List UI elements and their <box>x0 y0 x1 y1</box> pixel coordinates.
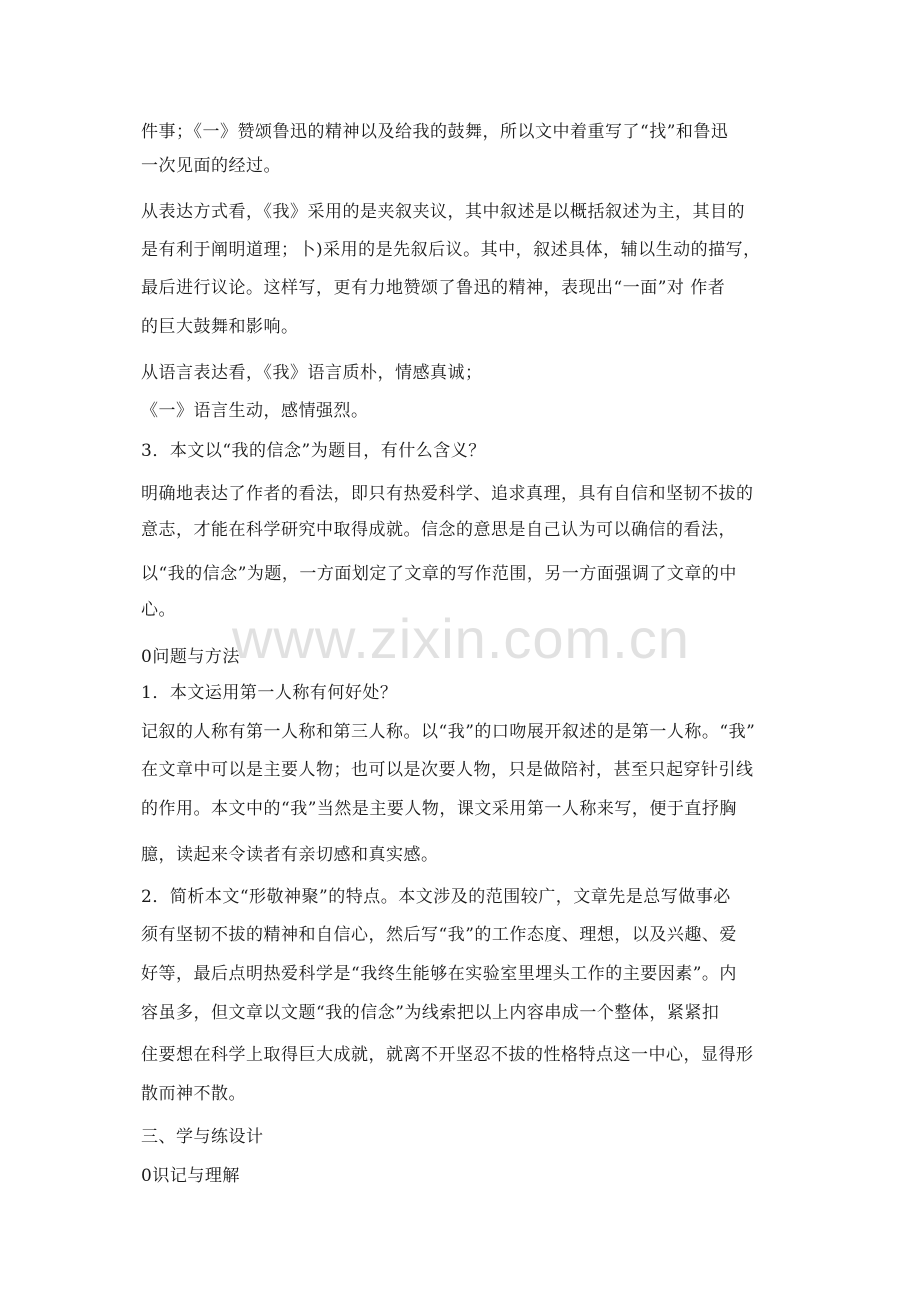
text-line: 3．本文以“我的信念”为题目，有什么含义？ <box>141 441 486 461</box>
section-heading: 0问题与方法 <box>141 647 240 667</box>
text-line: 须有坚韧不拔的精神和自信心，然后写“我”的工作态度、理想，以及兴趣、爱 <box>141 925 737 945</box>
text-line: 臆，读起来令读者有亲切感和真实感。 <box>141 845 439 865</box>
text-line: 从语言表达看，《我》语言质朴，情感真诚； <box>141 363 483 383</box>
text-line: 记叙的人称有第一人称和第三人称。以“我”的口吻展开叙述的是第一人称。“我” <box>141 722 756 742</box>
text-line: 在文章中可以是主要人物；也可以是次要人物，只是做陪衬，甚至只起穿针引线 <box>141 760 754 780</box>
text-line: 明确地表达了作者的看法，即只有热爱科学、追求真理，具有自信和坚韧不拔的 <box>141 484 754 504</box>
text-line: 《一》语言生动，感情强烈。 <box>141 401 369 421</box>
watermark: www.zixin.com.cn <box>232 607 690 670</box>
text-line: 住要想在科学上取得巨大成就，就离不开坚忍不拔的性格特点这一中心，显得形 <box>141 1045 754 1065</box>
text-line: 最后进行议论。这样写，更有力地赞颂了鲁迅的精神，表现出“一面”对 作者 <box>141 278 726 298</box>
text-line: 件事；《一》赞颂鲁迅的精神以及给我的鼓舞，所以文中着重写了“找”和鲁迅 <box>141 122 729 142</box>
text-line: 是有利于阐明道理；卜)采用的是先叙后议。其中，叙述具体，辅以生动的描写， <box>141 240 761 260</box>
section-heading: 0识记与理解 <box>141 1166 240 1186</box>
text-line: 好等，最后点明热爱科学是“我终生能够在实验室里埋头工作的主要因素”。内 <box>141 964 737 984</box>
text-line: 心。 <box>141 600 176 620</box>
text-line: 一次见面的经过。 <box>141 156 281 176</box>
text-line: 意志，才能在科学研究中取得成就。信念的意思是自己认为可以确信的看法， <box>141 520 736 540</box>
text-line: 从表达方式看，《我》采用的是夹叙夹议，其中叙述是以概括叙述为主，其目的 <box>141 202 745 222</box>
section-heading: 三、学与练设计 <box>141 1127 264 1147</box>
question-heading: 1．本文运用第一人称有何好处？ <box>141 683 398 703</box>
text-line: 以“我的信念”为题，一方面划定了文章的写作范围，另一方面强调了文章的中 <box>141 564 737 584</box>
text-line: 散而神不散。 <box>141 1084 246 1104</box>
text-line: 2．简析本文“形敬神聚”的特点。本文涉及的范围较广，文章先是总写做事必 <box>141 887 731 907</box>
text-line: 的巨大鼓舞和影响。 <box>141 317 299 337</box>
text-line: 容虽多，但文章以文题“我的信念”为线索把以上内容串成一个整体，紧紧扣 <box>141 1003 720 1023</box>
text-line: 的作用。本文中的“我”当然是主要人物，课文采用第一人称来写，便于直抒胸 <box>141 799 737 819</box>
